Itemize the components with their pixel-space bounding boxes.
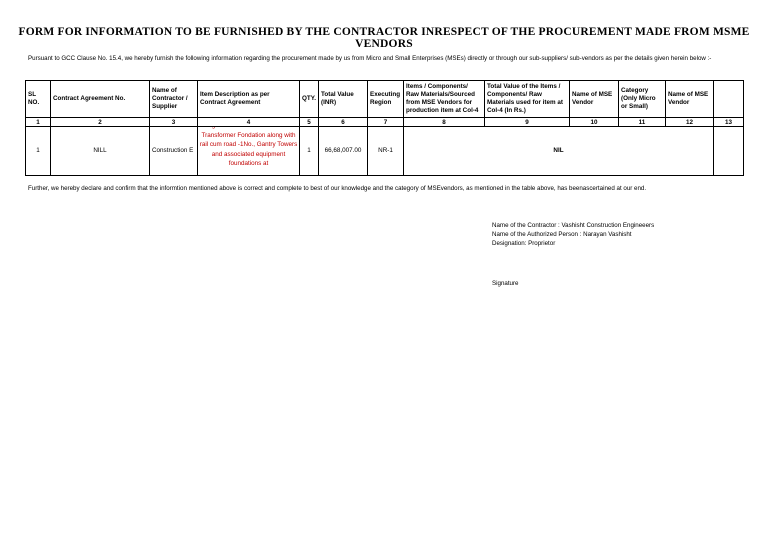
column-number-row xyxy=(26,118,744,127)
authorized-person-line: Name of the Authorized Person : Narayan Vashisht xyxy=(492,231,632,238)
row-agreement-no: NILL xyxy=(51,127,150,176)
header-items-sourced: Items / Components/ Raw Materials/Sourced from MSE Vendors for production item at Col-4 xyxy=(404,81,485,118)
table-row xyxy=(26,127,744,176)
col-number: 4 xyxy=(198,118,300,127)
row-qty: 1 xyxy=(300,127,319,176)
header-executing-region: Executing Region xyxy=(368,81,404,118)
col-number: 1 xyxy=(26,118,51,127)
row-blank xyxy=(714,127,744,176)
msme-procurement-table xyxy=(25,80,744,176)
form-title: FORM FOR INFORMATION TO BE FURNISHED BY THE CONTRACTOR INRESPECT OF THE PROCUREMENT MADE FROM MSME VENDORS xyxy=(18,26,750,50)
col-number: 2 xyxy=(51,118,150,127)
header-row xyxy=(26,81,744,118)
signature-label: Signature xyxy=(492,280,519,287)
col-number: 7 xyxy=(368,118,404,127)
row-contractor-name: Construction E xyxy=(150,127,198,176)
row-executing-region: NR-1 xyxy=(368,127,404,176)
header-mse-vendor-name: Name of MSE Vendor xyxy=(570,81,619,118)
header-item-description: Item Description as per Contract Agreement xyxy=(198,81,300,118)
row-item-description-cell xyxy=(198,127,300,176)
col-number: 5 xyxy=(300,118,319,127)
header-items-value: Total Value of the Items / Components/ Raw Materials used for item at Col-4 (In Rs.) xyxy=(485,81,570,118)
header-category: Category (Only Micro or Small) xyxy=(619,81,666,118)
header-contract-agreement: Contract Agreement No. xyxy=(51,81,150,118)
row-item-description: Transformer Fondation along with rail cum road -1No., Gantry Towers and associated equipment foundations at xyxy=(199,131,298,167)
header-blank xyxy=(714,81,744,118)
intro-text: Pursuant to GCC Clause No. 15.4, we hereby furnish the following information regarding the procurement made by us from Micro and Small Enterprises (MSEs) directly or through our sub-suppliers/ sub-vendors as per the details given herein below :- xyxy=(28,55,712,62)
header-mse-vendor-name-2: Name of MSE Vendor xyxy=(666,81,714,118)
declaration-text: Further, we hereby declare and confirm that the informtion mentioned above is correct and complete to best of our knowledge and the category of MSEvendors, as mentioned in the table above, has beenascertained at our end. xyxy=(28,185,647,192)
col-number: 12 xyxy=(666,118,714,127)
col-number: 11 xyxy=(619,118,666,127)
header-qty: QTY. xyxy=(300,81,319,118)
header-contractor-name: Name of Contractor / Supplier xyxy=(150,81,198,118)
row-total-value: 66,68,007.00 xyxy=(319,127,368,176)
col-number: 9 xyxy=(485,118,570,127)
header-total-value: Total Value (INR) xyxy=(319,81,368,118)
col-number: 10 xyxy=(570,118,619,127)
designation-line: Designation: Proprietor xyxy=(492,240,556,247)
contractor-name-line: Name of the Contractor : Vashisht Construction Engineeers xyxy=(492,222,655,229)
col-number: 6 xyxy=(319,118,368,127)
col-number: 3 xyxy=(150,118,198,127)
row-sl-no: 1 xyxy=(26,127,51,176)
col-number: 8 xyxy=(404,118,485,127)
header-sl-no: SL NO. xyxy=(26,81,51,118)
col-number: 13 xyxy=(714,118,744,127)
row-msme-details: NIL xyxy=(404,127,714,176)
